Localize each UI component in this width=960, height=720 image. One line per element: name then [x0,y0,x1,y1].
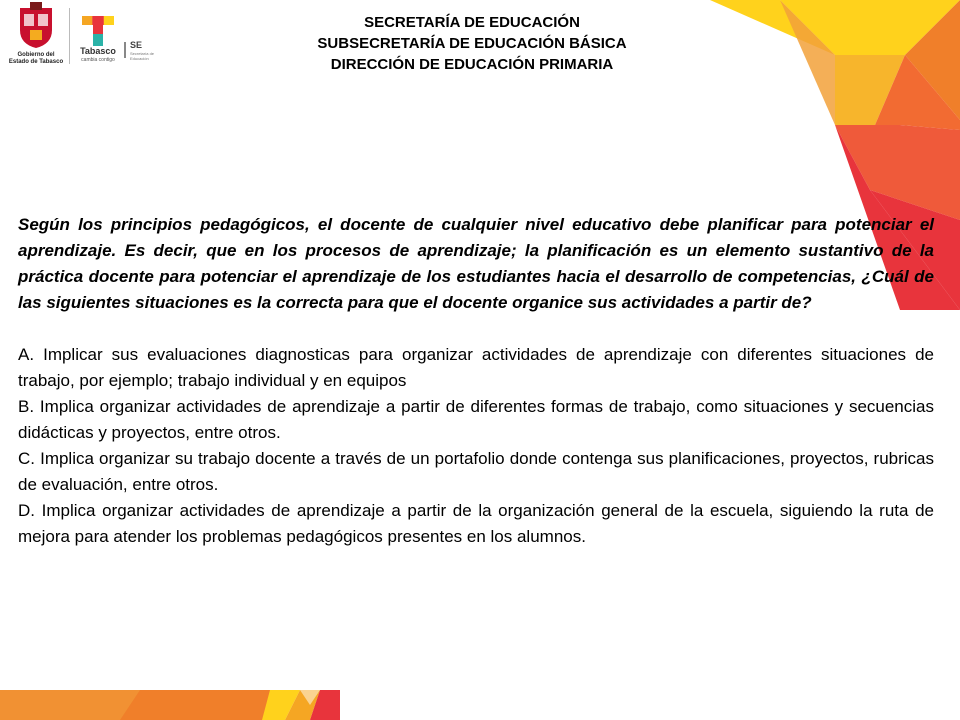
tabasco-t-icon [82,14,114,46]
se-logo-abbr: SE [130,40,143,50]
coat-of-arms-icon [16,2,56,50]
se-logo-full: Secretaría de Educación [130,51,155,61]
option-b: B. Implica organizar actividades de aprendizaje a partir de diferentes formas de trabajo, como situaciones y secuencias didácticas y proyectos, entre otros. [18,397,934,442]
options-list [18,342,934,550]
header-line-3: DIRECCIÓN DE EDUCACIÓN PRIMARIA [330,56,614,73]
option-d: D. Implica organizar actividades de aprendizaje a partir de la organización general de la escuela, siguiendo la ruta de mejora para atender los problemas pedagógicos presentes en los alumnos. [18,501,934,546]
gobierno-logo [4,2,64,74]
decorative-strip-bottom [0,690,340,720]
tabasco-logo-name: Tabasco [80,46,116,56]
question-text: Según los principios pedagógicos, el docente de cualquier nivel educativo debe planificar para potenciar el aprendizaje. Es decir, que en los procesos de aprendizaje; la planificación es un elemento sustantivo de la práctica docente para potenciar el aprendizaje de los estudiantes hacia el desarrollo de competencias, ¿Cuál de las siguientes situaciones es la correcta para que el docente organice sus actividades a partir de? [18,215,934,312]
option-c: C. Implica organizar su trabajo docente a través de un portafolio donde contenga sus planificaciones, proyectos, rubricas de evaluación, entre otros. [18,449,934,494]
gobierno-logo-line2: Estado de Tabasco [8,59,64,65]
header-line-2: SUBSECRETARÍA DE EDUCACIÓN BÁSICA [317,35,627,52]
gobierno-logo-line1: Gobierno del [17,52,55,58]
se-logo [124,38,168,62]
logo-divider [69,8,70,64]
tabasco-logo [72,14,126,68]
page-header [222,12,722,75]
option-a: A. Implicar sus evaluaciones diagnosticas para organizar actividades de aprendizaje con diferentes situaciones de trabajo, por ejemplo; trabajo individual y en equipos [18,345,934,390]
header-line-1: SECRETARÍA DE EDUCACIÓN [364,14,580,31]
tabasco-logo-tagline: cambia contigo [81,57,115,63]
se-logo-bar [124,42,126,58]
main-content [18,212,934,550]
logos-area [0,0,180,80]
